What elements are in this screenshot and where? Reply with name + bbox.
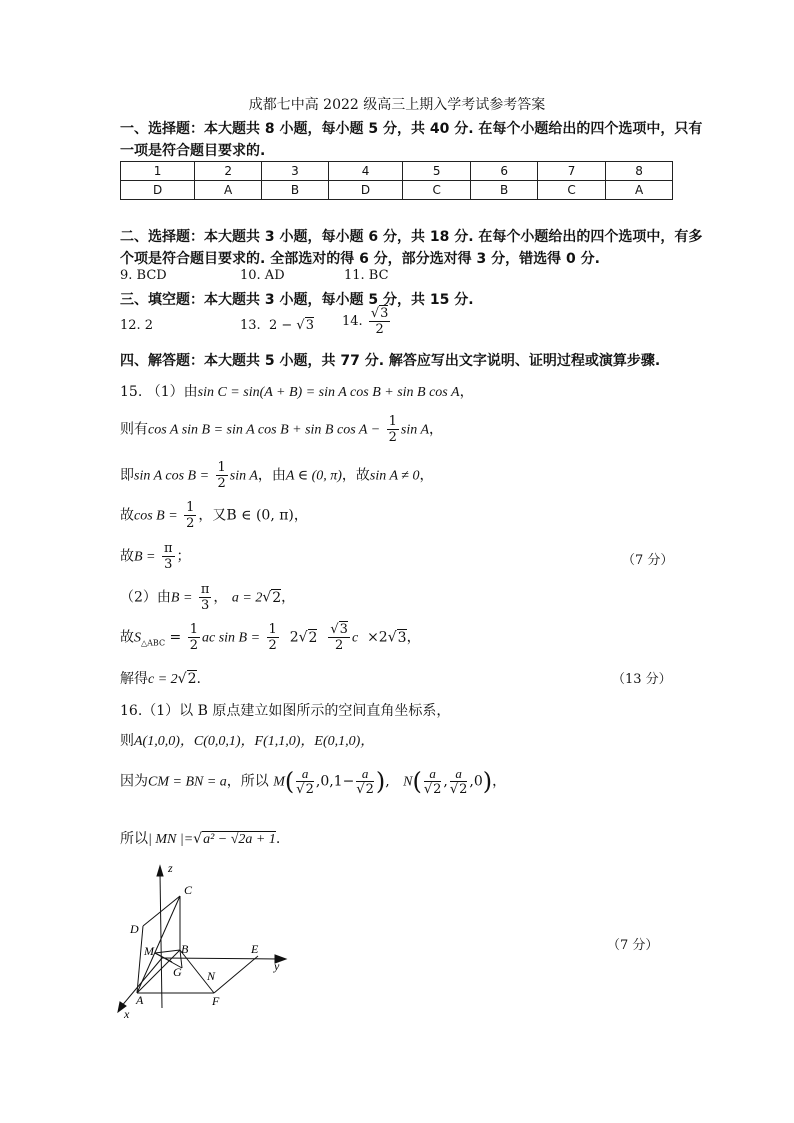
page-title: 成都七中高 2022 级高三上期入学考试参考答案: [248, 97, 546, 113]
q16-line-4: 所以| MN |=√a² − √2a + 1.: [120, 831, 281, 847]
edge-CD: [143, 896, 180, 926]
answer-10: 10. AD: [240, 268, 285, 283]
fraction: $\frac{√3}{2}$: [370, 306, 389, 337]
fraction: $\frac{\pi}{3}$: [200, 582, 210, 613]
fraction: $\frac{1}{2}$: [217, 460, 226, 491]
q15-score-1: （7 分）: [622, 553, 674, 568]
section-1-header-cont: 一项是符合题目要求的.: [120, 143, 266, 159]
table-cell: 1: [121, 162, 195, 181]
table-cell: 5: [403, 162, 471, 181]
q16-line-1: 16.（1）以 B 原点建立如图所示的空间直角坐标系，: [120, 703, 451, 719]
label-z: z: [168, 861, 173, 875]
table-cell: 3: [262, 162, 329, 181]
table-cell: D: [328, 181, 402, 200]
fraction: $\frac{a}{√2}$: [296, 766, 314, 797]
q15-line-6: （2）由B = $\frac{\pi}{3}$ ， a = 2√2，: [120, 582, 296, 613]
label-G: G: [173, 965, 182, 979]
answer-table-numbers-row: [121, 162, 673, 181]
fraction: $\frac{a}{√2}$: [356, 766, 374, 797]
q16-line-2: 则A(1,0,0)，C(0,0,1)，F(1,1,0)，E(0,1,0)，: [120, 733, 375, 749]
label-y: y: [274, 959, 280, 973]
label-A: A: [136, 993, 144, 1007]
fraction: $\frac{1}{2}$: [388, 414, 397, 445]
table-cell: 4: [328, 162, 402, 181]
fraction: $\frac{\pi}{3}$: [163, 541, 173, 572]
edge-MB: [155, 950, 180, 953]
section-3-header: 三、填空题：本大题共 3 小题，每小题 5 分，共 15 分.: [120, 292, 474, 308]
table-cell: B: [262, 181, 329, 200]
table-cell: C: [403, 181, 471, 200]
q16-line-3: 因为CM = BN = a，所以 M( $\frac{a}{√2}$ ,0,1− $\frac{a}{√2}$ ), N( $\frac{a}{√2}$ , $\frac{a}{√2}$ ,0)，: [120, 766, 507, 797]
section-2-header: 二、选择题：本大题共 3 小题，每小题 6 分，共 18 分. 在每个小题给出的四个选项中，有多: [120, 229, 703, 245]
table-cell: D: [121, 181, 195, 200]
label-x: x: [124, 1007, 130, 1021]
q15-line-8: 解得c = 2√2.: [120, 671, 201, 687]
table-cell: A: [195, 181, 262, 200]
table-cell: 8: [606, 162, 673, 181]
q15-line-3: 即sin A cos B = $\frac{1}{2}$ sin A，由A ∈ (0, π)，故sin A ≠ 0，: [120, 460, 434, 491]
label-F: F: [212, 994, 220, 1008]
fraction: $\frac{a}{√2}$: [423, 766, 442, 797]
q15-score-2: （13 分）: [612, 672, 672, 687]
answer-14: 14. $\frac{√3}{2}$: [342, 306, 389, 337]
q15-line-5: 故B = $\frac{\pi}{3}$ ；: [120, 541, 191, 572]
table-cell: 2: [195, 162, 262, 181]
label-B: B: [181, 942, 189, 956]
z-arrow-icon: [157, 866, 163, 876]
edge-DA: [137, 926, 143, 993]
q16-score: （7 分）: [607, 938, 659, 953]
label-C: C: [184, 883, 193, 897]
edge-MG: [155, 953, 172, 962]
label-E: E: [251, 942, 259, 956]
answer-table: [120, 161, 673, 200]
section-4-header: 四、解答题：本大题共 5 小题，共 77 分. 解答应写出文字说明、证明过程或演算步骤.: [120, 353, 661, 369]
coordinate-figure: [110, 858, 300, 1023]
label-M: M: [144, 944, 154, 958]
q15-line-1: 15. （1）由sin C = sin(A + B) = sin A cos B + sin B cos A，: [120, 384, 474, 400]
fraction: $\frac{a}{√2}$: [449, 766, 468, 797]
table-cell: A: [606, 181, 673, 200]
table-cell: B: [471, 181, 538, 200]
q15-line-4: 故cos B = $\frac{1}{2}$ ，又B ∈ (0, π)，: [120, 500, 308, 531]
fraction: $\frac{√3}{2}$: [330, 622, 348, 653]
section-1-header: 一、选择题：本大题共 8 小题，每小题 5 分，共 40 分. 在每个小题给出的四个选项中，只有: [120, 121, 703, 137]
table-cell: 7: [538, 162, 606, 181]
table-cell: 6: [471, 162, 538, 181]
section-2-header-cont: 个项是符合题目要求的. 全部选对的得 6 分，部分选对得 3 分，错选得 0 分.: [120, 251, 600, 267]
edge-FE: [214, 956, 258, 993]
fraction: $\frac{1}{2}$: [268, 622, 277, 653]
fraction: $\frac{1}{2}$: [189, 622, 198, 653]
answer-12: 12. 2: [120, 318, 154, 333]
answer-13: 13. 2 − √3: [240, 318, 314, 333]
label-D: D: [130, 922, 139, 936]
answer-9: 9. BCD: [120, 268, 167, 283]
answer-table-answers-row: [121, 181, 673, 200]
table-cell: C: [538, 181, 606, 200]
y-axis: [162, 958, 280, 959]
answer-11: 11. BC: [344, 268, 389, 283]
q15-line-2: 则有cos A sin B = sin A cos B + sin B cos A − $\frac{1}{2}$ sin A，: [120, 414, 444, 445]
label-N: N: [207, 969, 216, 983]
q15-line-7: 故$S_{\triangle ABC}$ = $\frac{1}{2}$ ac sin B = $\frac{1}{2}$ 2√2 $\frac{√3}{2}$ c ×2√3，: [120, 622, 421, 653]
fraction: $\frac{1}{2}$: [186, 500, 195, 531]
